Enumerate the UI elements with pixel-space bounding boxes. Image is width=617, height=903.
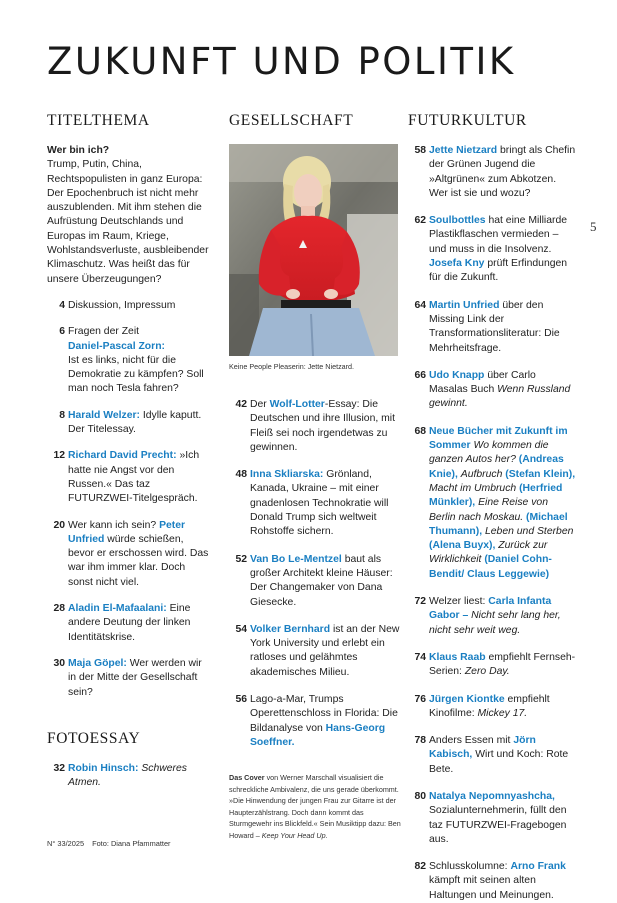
column-left <box>47 112 209 790</box>
author-name: Carla Infanta Gabor – <box>429 596 552 622</box>
section-heading-fotoessay: FOTOESSAY <box>47 729 141 747</box>
cover-note-song: Keep Your Head Up. <box>261 830 328 840</box>
book-title: Zurück zur Wirklichkeit <box>429 540 548 566</box>
lead-text: Trump, Putin, China, Rechtspopulisten in ganz Europa: Der Epochenbruch ist nicht mehr auszublenden. Mit ihm stehen die Aufrüstung Deutschlands und Europas im Raum, Kriege, Wohlstandsverluste, ausbleibender Klimaschutz. Was heißt das für unsere Überzeugungen? <box>47 159 209 285</box>
toc-entry-78[interactable] <box>408 734 576 777</box>
page-number-marker: 5 <box>590 219 597 234</box>
book-title: Macht im Umbruch <box>429 482 517 494</box>
entry-text: Wer kann ich sein? <box>68 519 157 531</box>
column-right <box>408 112 576 903</box>
toc-entry-68[interactable] <box>408 425 576 582</box>
page-number: 56 <box>235 694 247 706</box>
page-number: 58 <box>414 145 426 156</box>
page-number: 66 <box>414 369 426 381</box>
entry-text: über den Missing Link der Transformationsliteratur: Die Mehrheitsfrage. <box>429 299 560 354</box>
author-name: Inna Skliarska: <box>250 469 324 481</box>
book-title: Wo kommen die ganzen Autos her? <box>429 440 549 466</box>
author-name: Harald Welzer: <box>68 409 140 421</box>
book-title: Aufbruch <box>460 468 503 480</box>
entry-title: Schweres Atmen. <box>68 762 187 789</box>
section-heading-gesellschaft: GESELLSCHAFT <box>229 112 354 129</box>
author-name: Peter Unfried <box>68 519 186 545</box>
toc-entry-52[interactable] <box>229 553 401 610</box>
page-number: 28 <box>53 603 65 615</box>
author-name: Wolf-Lotter <box>269 399 325 410</box>
page-number: 68 <box>414 425 426 437</box>
toc-entry-32[interactable] <box>47 762 209 791</box>
photo-caption: Keine People Pleaserin: Jette Nietzard. <box>229 362 355 371</box>
cover-note-text: von Werner Marschall visualisiert die schreckliche Ambivalenz, die uns gerade überkommt. »Die Hinwendung der jungen Frau zur Gitarre ist der Haupterzählstrang. Doch dann kommt das Sturmgewehr ins Blickfeld.« Sein Musiktipp dazu: Ben Howard – <box>229 773 401 840</box>
author-name: Richard David Precht: <box>68 450 177 462</box>
toc-entry-64[interactable] <box>408 299 576 356</box>
author-name: Van Bo Le-Mentzel <box>250 553 342 565</box>
entry-text: Eine andere Deutung der linken Identitätskrise. <box>68 603 191 643</box>
book-title: Leben und Sterben <box>485 525 574 537</box>
toc-entry-30[interactable] <box>47 657 209 700</box>
toc-entry-6[interactable] <box>47 325 209 396</box>
entry-text: Anders Essen mit <box>429 735 511 747</box>
page-number: 74 <box>414 651 426 663</box>
toc-entry-66[interactable] <box>408 369 576 412</box>
page-number: 80 <box>414 790 426 802</box>
series-title: Zero Day. <box>464 666 510 678</box>
entry-text: baut als großer Architekt kleine Häuser: Der Changemaker von Dana Giesecke. <box>250 553 393 608</box>
toc-entry-20[interactable] <box>47 519 209 590</box>
page-number: 52 <box>235 553 247 565</box>
author-name: (Michael Thumann), <box>429 511 568 537</box>
author-name: Klaus Raab <box>429 651 486 663</box>
entry-text: Schlusskolumne: <box>429 861 508 873</box>
section-heading-futurkultur: FUTURKULTUR <box>408 112 527 129</box>
author-name: Udo Knapp <box>429 369 485 381</box>
toc-entry-12[interactable] <box>47 449 209 506</box>
toc-entry-72[interactable] <box>408 595 576 638</box>
entry-text: Welzer liest: <box>429 596 486 608</box>
author-name: (Andreas Knie), <box>429 454 564 480</box>
author-name: Martin Unfried <box>429 299 500 311</box>
page-title: ZUKUNFT UND POLITIK <box>47 40 516 83</box>
entry-text: Wirt und Koch: Rote Bete. <box>429 749 569 775</box>
portrait-photo <box>229 144 398 356</box>
entry-text: -Essay: Die Deutschen und ihre Illusion, mit Fleiß sei noch irgendetwas zu gewinnen. <box>250 399 395 453</box>
page-number: 48 <box>235 469 247 481</box>
cover-note <box>229 772 401 841</box>
page-number: 82 <box>414 861 426 873</box>
entry-text: bringt als Chefin der Grünen Jugend die »Altgrünen« zum Abkotzen. Wer ist sie und wozu? <box>429 145 576 199</box>
book-title: Nicht sehr lang her, nicht sehr weit weg. <box>429 610 561 636</box>
page-number: 20 <box>53 519 65 531</box>
author-name: (Herfried Münkler), <box>429 482 563 509</box>
toc-entry-58[interactable] <box>408 144 576 201</box>
entry-text: Lago-a-Mar, Trumps Operettenschloss in Florida: Die Bildanalyse von <box>250 694 398 734</box>
author-name: Arno Frank <box>510 861 566 873</box>
entry-text: »Ich hatte nie Angst vor den Russen.« Das taz FUTURZWEI-Titelgespräch. <box>68 450 200 505</box>
author-name: Aladin El-Mafaalani: <box>68 603 167 615</box>
column-middle <box>229 112 401 841</box>
page-number: 8 <box>59 409 65 421</box>
lead-heading: Wer bin ich? <box>47 145 110 156</box>
entry-text: empfiehlt Kinofilme: <box>429 693 550 719</box>
toc-entry-54[interactable] <box>229 623 401 680</box>
toc-entry-4[interactable] <box>47 299 209 313</box>
page-number: 6 <box>59 326 65 338</box>
page-number: 4 <box>59 299 65 311</box>
author-name: Josefa Kny <box>429 258 485 270</box>
author-name: Maja Göpel: <box>68 657 127 669</box>
section-title: Neue Bücher mit Zukunft im Sommer <box>429 425 568 452</box>
author-name: Jörn Kabisch, <box>429 735 536 761</box>
page-number: 32 <box>53 762 65 774</box>
entry-text: Grönland, Kanada, Ukraine – mit einer gnadenlosen Technokratie will Donald Trump sich weltweit Rohstoffe sichern. <box>250 469 389 538</box>
entry-text: Wer werden wir in der Mitte der Gesellschaft sein? <box>68 657 202 698</box>
author-name: (Stefan Klein), <box>505 468 576 480</box>
entry-text: empfiehlt Fernseh-Serien: <box>429 651 576 678</box>
author-name: Volker Bernhard <box>250 623 331 635</box>
toc-entry-42[interactable] <box>229 398 401 455</box>
page-number: 62 <box>414 215 426 227</box>
entry-title: Wenn Russland gewinnt. <box>429 384 571 410</box>
toc-entry-8[interactable] <box>47 409 209 438</box>
entry-text: ist an der New York University und erlebt ein ratloses und gelähmtes akademisches Milieu. <box>250 623 400 678</box>
entry-text: Sozialunternehmerin, füllt den taz FUTURZWEI-Fragebogen aus. <box>429 805 567 845</box>
toc-entry-48[interactable] <box>229 468 401 539</box>
book-title: Eine Reise von Berlin nach Moskau. <box>429 497 548 523</box>
author-name: Jette Nietzard <box>429 145 498 156</box>
toc-entry-82[interactable] <box>408 860 576 903</box>
entry-text: Fragen der Zeit <box>68 326 140 338</box>
entry-text: Ist es links, nicht für die Demokratie zu kämpfen? Soll man noch Tesla fahren? <box>68 354 204 395</box>
toc-entry-56[interactable] <box>229 693 401 750</box>
cover-note-heading: Das Cover <box>229 773 265 783</box>
author-name: (Alena Buyx), <box>429 540 496 552</box>
toc-entry-62[interactable] <box>408 214 576 285</box>
author-name: Jürgen Kiontke <box>429 693 505 705</box>
entry-text: über Carlo Masalas Buch <box>429 369 536 396</box>
page-number: 76 <box>414 693 426 705</box>
section-heading-titelthema: TITELTHEMA <box>47 112 150 129</box>
entry-text: hat eine Milliarde Plastikflaschen vermieden – und muss in die Insolvenz. <box>429 215 568 255</box>
toc-entry-80[interactable] <box>408 790 576 847</box>
page-number: 30 <box>53 657 65 669</box>
toc-entry-74[interactable] <box>408 651 576 680</box>
author-name: Daniel-Pascal Zorn: <box>68 340 166 352</box>
author-name: Natalya Nepomnyashcha, <box>429 790 555 802</box>
page-number: 72 <box>414 596 426 608</box>
entry-text: Diskussion, Impressum <box>68 299 176 311</box>
entry-text: Idylle kaputt. Der Titelessay. <box>68 409 202 436</box>
page-number: 54 <box>235 623 247 635</box>
author-name: Soulbottles <box>429 215 486 227</box>
page-number: 42 <box>235 399 247 410</box>
toc-entry-76[interactable] <box>408 693 576 722</box>
entry-text: würde schießen, bevor er erschossen wird. Das war ihm immer klar. Doch sonst nicht viel. <box>68 533 209 588</box>
entry-text: Der <box>250 399 267 410</box>
author-name: Robin Hinsch: <box>68 762 139 774</box>
film-title: Mickey 17. <box>477 707 528 719</box>
photo-credit: Foto: Diana Pfammatter <box>92 839 171 848</box>
page-number: 78 <box>414 735 426 747</box>
footer <box>47 839 171 848</box>
page-number: 64 <box>414 299 426 311</box>
author-name: (Daniel Cohn-Bendit/ Claus Leggewie) <box>429 554 552 580</box>
entry-text: prüft Erfindungen für die Zukunft. <box>429 258 568 284</box>
issue-number: N° 33/2025 <box>47 839 85 848</box>
author-name: Hans-Georg Soeffner. <box>250 722 386 748</box>
toc-entry-28[interactable] <box>47 602 209 645</box>
page-number: 12 <box>53 450 65 462</box>
entry-text: kämpft mit seinen alten Haltungen und Meinungen. <box>429 875 554 901</box>
